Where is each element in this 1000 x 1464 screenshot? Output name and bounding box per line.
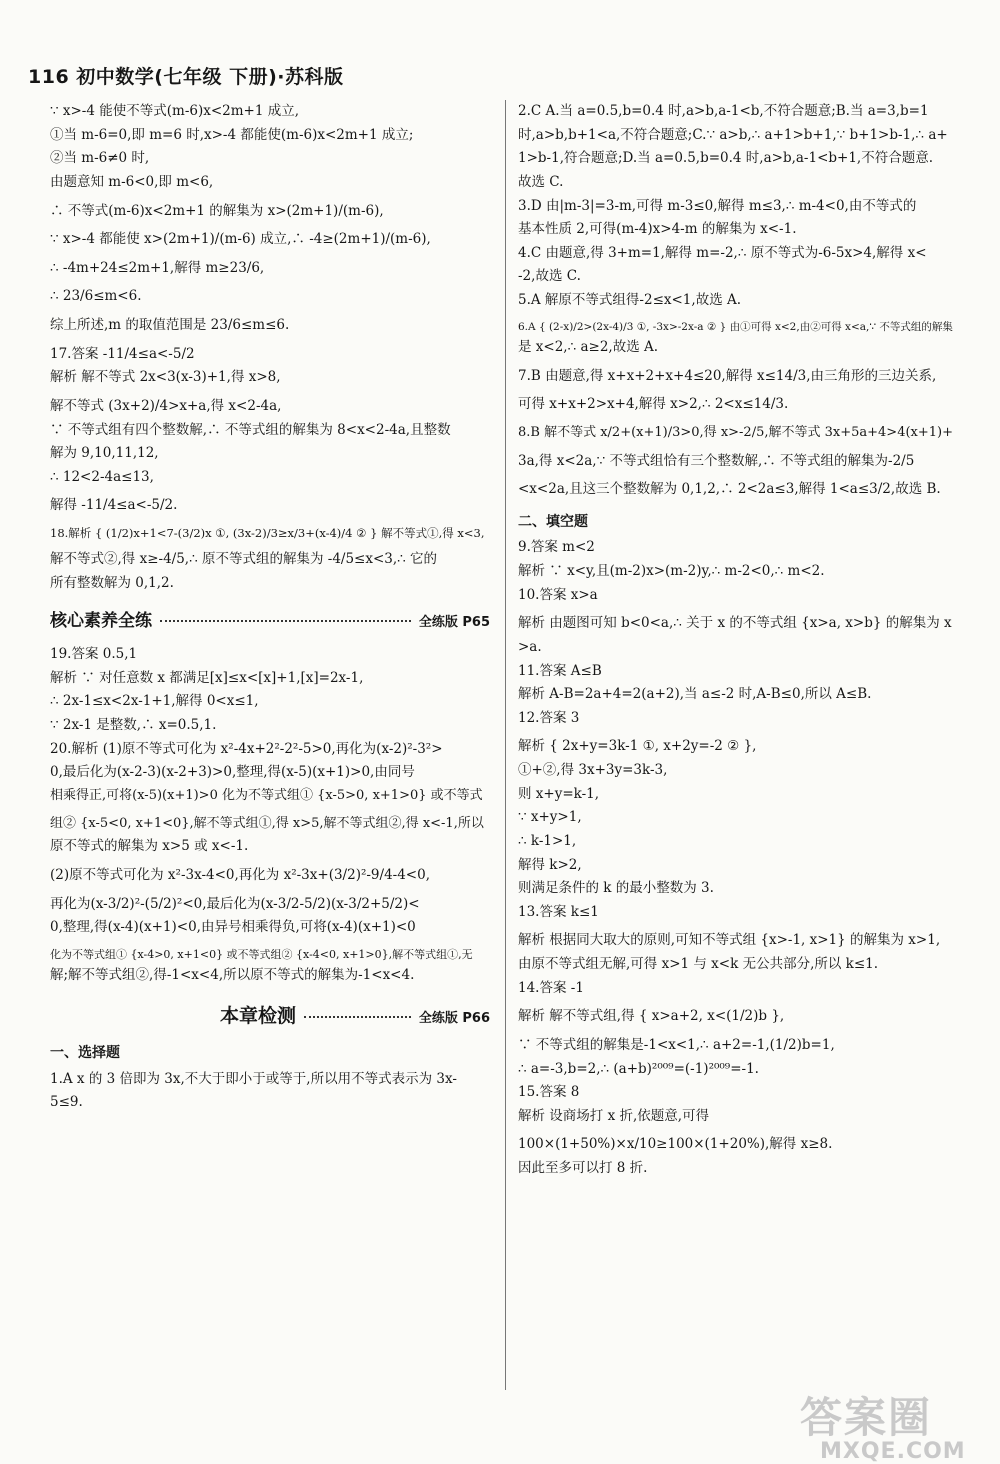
text-line: 可得 x+x+2>x+4,解得 x>2,∴ 2<x≤14/3. [518,396,789,413]
text-line: 由题意知 m-6<0,即 m<6, [50,173,214,190]
text-line: 12.答案 3 [518,709,580,726]
text-line: 100×(1+50%)×x/10≥100×(1+20%),解得 x≥8. [518,1136,833,1153]
text-line: ∴ 2x-1≤x<2x-1+1,解得 0<x≤1, [50,693,259,710]
text-line: 解析 由题图可知 b<0<a,∴ 关于 x 的不等式组 {x>a, x>b} 的解集为 x [518,615,952,632]
text-line: 原不等式的解集为 x>5 或 x<-1. [50,838,249,855]
text-line: 解析 设商场打 x 折,依题意,可得 [518,1107,710,1124]
text-line: ∴ 12<2-4a≤13, [50,468,154,485]
subsection-heading: 二、填空题 [518,513,588,530]
text-line: 解不等式②,得 x≥-4/5,∴ 原不等式组的解集为 -4/5≤x<3,∴ 它的 [50,551,438,568]
text-line: 解为 9,10,11,12, [50,445,159,462]
watermark-url: MXQE.COM [820,1439,966,1464]
text-line: 1.A x 的 3 倍即为 3x,不大于即小于或等于,所以用不等式表示为 3x- [50,1070,457,1087]
text-line: 解析 { 2x+y=3k-1 ①, x+2y=-2 ② }, [518,738,757,755]
text-line: ∴ -4m+24≤2m+1,解得 m≥23/6, [50,259,265,276]
text-line: ∴ 23/6≤m<6. [50,288,142,305]
page-header: 116 初中数学(七年级 下册)·苏科版 [28,66,344,88]
text-line: 解析 ∵ x<y,且(m-2)x>(m-2)y,∴ m-2<0,∴ m<2. [518,563,825,579]
page-reference: 全练版 P65 [418,615,490,631]
text-line: ∴ k-1>1, [518,832,577,849]
text-line: 组② {x-5<0, x+1<0},解不等式组①,得 x>5,解不等式组②,得 x<-1,所以 [50,815,484,831]
text-line: 解析 ∵ 对任意数 x 都满足[x]≤x<[x]+1,[x]=2x-1, [50,669,364,686]
text-line: 4.C 由题意,得 3+m=1,解得 m=-2,∴ 原不等式为-6-5x>4,解得 x< [518,244,927,261]
page-reference: 全练版 P66 [418,1010,490,1026]
text-line: ∵ 2x-1 是整数,∴ x=0.5,1. [50,717,217,733]
text-line: 20.解析 (1)原不等式可化为 x²-4x+2²-2²-5>0,再化为(x-2)²-3²> [50,740,443,757]
text-line: 15.答案 8 [518,1084,580,1101]
text-line: ∵ x+y>1, [518,809,582,826]
text-line: 10.答案 x>a [518,586,598,603]
text-line: 故选 C. [518,173,564,190]
text-line: ∵ x>-4 能使不等式(m-6)x<2m+1 成立, [50,103,300,119]
text-line: 解得 -11/4≤a<-5/2. [50,497,178,514]
text-line: 所有整数解为 0,1,2. [50,574,174,591]
text-line: 5≤9. [50,1094,83,1111]
text-line: 9.答案 m<2 [518,539,595,556]
text-line: ①当 m-6=0,即 m=6 时,x>-4 都能使(m-6)x<2m+1 成立; [50,126,414,143]
text-line: 综上所述,m 的取值范围是 23/6≤m≤6. [50,317,290,333]
text-line: ∵ 不等式组的解集是-1<x<1,∴ a+2=-1,(1/2)b=1, [518,1036,835,1053]
text-line: 0,最后化为(x-2-3)(x-2+3)>0,整理,得(x-5)(x+1)>0,由同号 [50,764,415,781]
text-line: 2.C A.当 a=0.5,b=0.4 时,a>b,a-1<b,不符合题意;B.当 a=3,b=1 [518,103,929,119]
text-line: 7.B 由题意,得 x+x+2+x+4≤20,解得 x≤14/3,由三角形的三边关系, [518,367,937,384]
text-line: ∴ a=-3,b=2,∴ (a+b)²⁰⁰⁹=(-1)²⁰⁰⁹=-1. [518,1060,759,1077]
section-heading [50,607,490,637]
text-line: 3.D 由|m-3|=3-m,可得 m-3≤0,解得 m≤3,∴ m-4<0,由不等式的 [518,197,917,214]
text-line: 3a,得 x<2a,∵ 不等式组恰有三个整数解,∴ 不等式组的解集为-2/5 [518,452,915,469]
dotted-leader [160,620,411,622]
text-line: <x<2a,且这三个整数解为 0,1,2,∴ 2<2a≤3,解得 1<a≤3/2,故选 B. [518,481,941,498]
text-line: 18.解析 { (1/2)x+1<7-(3/2)x ①, (3x-2)/3≥x/3+(x-4)/4 ② } 解不等式①,得 x<3, [50,526,485,540]
text-line: (2)原不等式可化为 x²-3x-4<0,再化为 x²-3x+(3/2)²-9/4-4<0, [50,867,431,883]
right-column [518,100,958,1181]
text-line: ②当 m-6≠0 时, [50,150,150,167]
text-line: ∵ x>-4 都能使 x>(2m+1)/(m-6) 成立,∴ -4≥(2m+1)/(m-6), [50,231,431,248]
text-line: 化为不等式组① {x-4>0, x+1<0} 或不等式组② {x-4<0, x+1>0},解不等式组①,无 [50,947,473,961]
text-line: 解析 解不等式组,得 { x>a+2, x<(1/2)b }, [518,1008,785,1025]
text-line: 0,整理,得(x-4)(x+1)<0,由异号相乘得负,可将(x-4)(x+1)<0 [50,919,416,936]
text-line: 时,a>b,b+1<a,不符合题意;C.∵ a>b,∴ a+1>b+1,∵ b+1>b-1,∴ a+ [518,126,948,143]
text-line: 17.答案 -11/4≤a<-5/2 [50,345,195,362]
text-line: 1>b-1,符合题意;D.当 a=0.5,b=0.4 时,a>b,a-1<b+1,不符合题意. [518,150,934,167]
text-line: 解析 A-B=2a+4=2(a+2),当 a≤-2 时,A-B≤0,所以 A≤B. [518,686,872,703]
text-line: 因此至多可以打 8 折. [518,1160,648,1176]
watermark [800,1385,966,1464]
text-line: 13.答案 k≤1 [518,903,599,920]
text-line: 解析 根据同大取大的原则,可知不等式组 {x>-1, x>1} 的解集为 x>1, [518,932,941,949]
text-line: >a. [518,638,542,655]
text-line: 相乘得正,可将(x-5)(x+1)>0 化为不等式组① {x-5>0, x+1>0} 或不等式 [50,787,483,803]
text-line: 则 x+y=k-1, [518,785,600,802]
text-line: 6.A { (2-x)/2>(2x-4)/3 ①, -3x>-2x-a ② } 由①可得 x<2,由②可得 x<a,∵ 不等式组的解集 [518,320,953,333]
text-line: 由原不等式组无解,可得 x>1 与 x<k 无公共部分,所以 k≤1. [518,956,879,972]
text-line: 解;解不等式组②,得-1<x<4,所以原不等式的解集为-1<x<4. [50,967,415,984]
text-line: 解得 k>2, [518,856,582,873]
text-line: 解析 解不等式 2x<3(x-3)+1,得 x>8, [50,369,281,386]
text-line: ∵ 不等式组有四个整数解,∴ 不等式组的解集为 8<x<2-4a,且整数 [50,421,451,438]
text-line: 则满足条件的 k 的最小整数为 3. [518,880,714,897]
text-line: 基本性质 2,可得(m-4)x>4-m 的解集为 x<-1. [518,221,797,238]
text-line: 14.答案 -1 [518,979,584,996]
section-title: 核心素养全练 [50,611,152,632]
column-divider [505,100,506,1390]
dotted-leader [304,1016,411,1018]
subsection-heading: 一、选择题 [50,1045,120,1061]
section-title: 本章检测 [220,1004,297,1027]
text-line: 8.B 解不等式 x/2+(x+1)/3>0,得 x>-2/5,解不等式 3x+5a+4>4(x+1)+ [518,424,953,440]
text-line: ①+②,得 3x+3y=3k-3, [518,762,668,778]
watermark-logo-text: 答案圈 [800,1393,933,1442]
text-line: 5.A 解原不等式组得-2≤x<1,故选 A. [518,292,742,308]
text-line: 11.答案 A≤B [518,662,602,679]
text-line: 19.答案 0.5,1 [50,646,138,663]
text-line: 是 x<2,∴ a≥2,故选 A. [518,339,659,355]
text-line: 再化为(x-3/2)²-(5/2)²<0,最后化为(x-3/2-5/2)(x-3/2+5/2)< [50,895,420,912]
text-line: -2,故选 C. [518,268,581,285]
text-line: ∴ 不等式(m-6)x<2m+1 的解集为 x>(2m+1)/(m-6), [50,202,384,219]
section-heading [50,1000,490,1033]
left-column [50,100,490,1115]
text-line: 解不等式 (3x+2)/4>x+a,得 x<2-4a, [50,397,282,414]
